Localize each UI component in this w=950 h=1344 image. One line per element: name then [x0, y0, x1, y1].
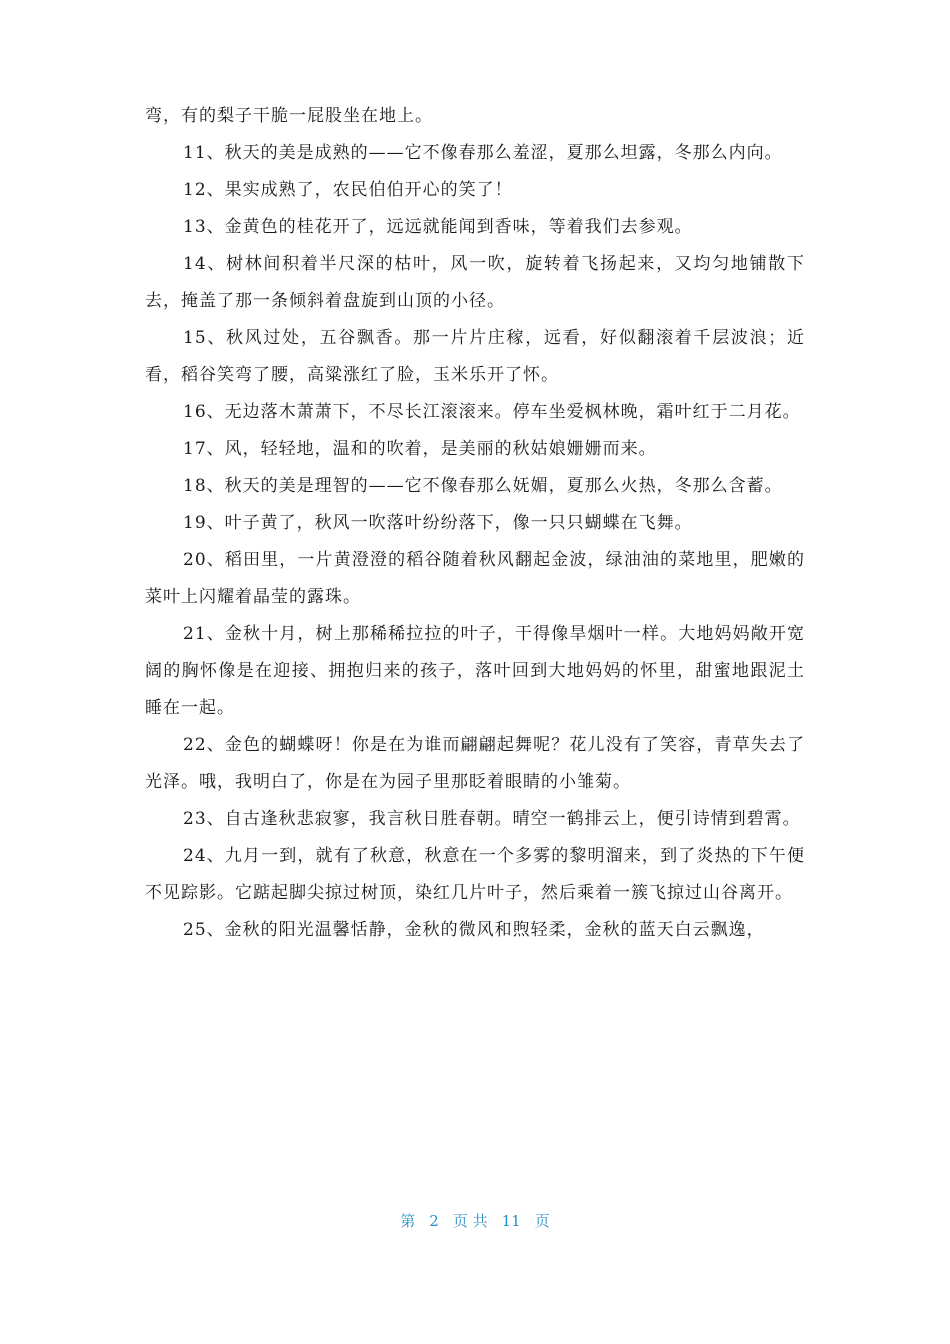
paragraph: 22、金色的蝴蝶呀！你是在为谁而翩翩起舞呢？花儿没有了笑容，青草失去了光泽。哦，我明白了，你是在为园子里那眨着眼睛的小雏菊。 [145, 735, 805, 792]
paragraph: 24、九月一到，就有了秋意，秋意在一个多雾的黎明溜来，到了炎热的下午便不见踪影。它踮起脚尖掠过树顶，染红几片叶子，然后乘着一簇飞掠过山谷离开。 [145, 846, 805, 903]
paragraph: 14、树林间积着半尺深的枯叶，风一吹，旋转着飞扬起来，又均匀地铺散下去，掩盖了那一条倾斜着盘旋到山顶的小径。 [145, 254, 805, 311]
paragraph: 17、风，轻轻地，温和的吹着，是美丽的秋姑娘姗姗而来。 [183, 439, 657, 459]
paragraph: 21、金秋十月，树上那稀稀拉拉的叶子，干得像旱烟叶一样。大地妈妈敞开宽阔的胸怀像是在迎接、拥抱归来的孩子，落叶回到大地妈妈的怀里，甜蜜地跟泥土睡在一起。 [145, 624, 805, 718]
paragraph: 20、稻田里，一片黄澄澄的稻谷随着秋风翻起金波，绿油油的菜地里，肥嫩的菜叶上闪耀着晶莹的露珠。 [145, 550, 805, 607]
paragraph: 弯，有的梨子干脆一屁股坐在地上。 [145, 106, 433, 126]
current-page-number: 2 [429, 1212, 439, 1230]
paragraph: 23、自古逢秋悲寂寥，我言秋日胜春朝。晴空一鹤排云上，便引诗情到碧霄。 [183, 809, 801, 829]
footer-middle: 页 共 [452, 1212, 488, 1230]
paragraph: 12、果实成熟了，农民伯伯开心的笑了！ [183, 180, 513, 200]
footer-suffix: 页 [534, 1212, 550, 1230]
paragraph: 15、秋风过处，五谷飘香。那一片片庄稼，远看，好似翻滚着千层波浪；近看，稻谷笑弯了腰，高粱涨红了脸，玉米乐开了怀。 [145, 328, 805, 385]
paragraph: 13、金黄色的桂花开了，远远就能闻到香味，等着我们去参观。 [183, 217, 693, 237]
paragraph: 19、叶子黄了，秋风一吹落叶纷纷落下，像一只只蝴蝶在飞舞。 [183, 513, 693, 533]
paragraph: 25、金秋的阳光温馨恬静，金秋的微风和煦轻柔，金秋的蓝天白云飘逸， [183, 920, 765, 940]
page-footer [0, 1210, 950, 1231]
total-pages-number: 11 [501, 1212, 521, 1230]
paragraph: 16、无边落木萧萧下，不尽长江滚滚来。停车坐爱枫林晚，霜叶红于二月花。 [183, 402, 801, 422]
document-body [145, 98, 805, 949]
paragraph: 11、秋天的美是成熟的——它不像春那么羞涩，夏那么坦露，冬那么内向。 [183, 143, 783, 163]
paragraph: 18、秋天的美是理智的——它不像春那么妩媚，夏那么火热，冬那么含蓄。 [183, 476, 783, 496]
footer-prefix: 第 [400, 1212, 416, 1230]
